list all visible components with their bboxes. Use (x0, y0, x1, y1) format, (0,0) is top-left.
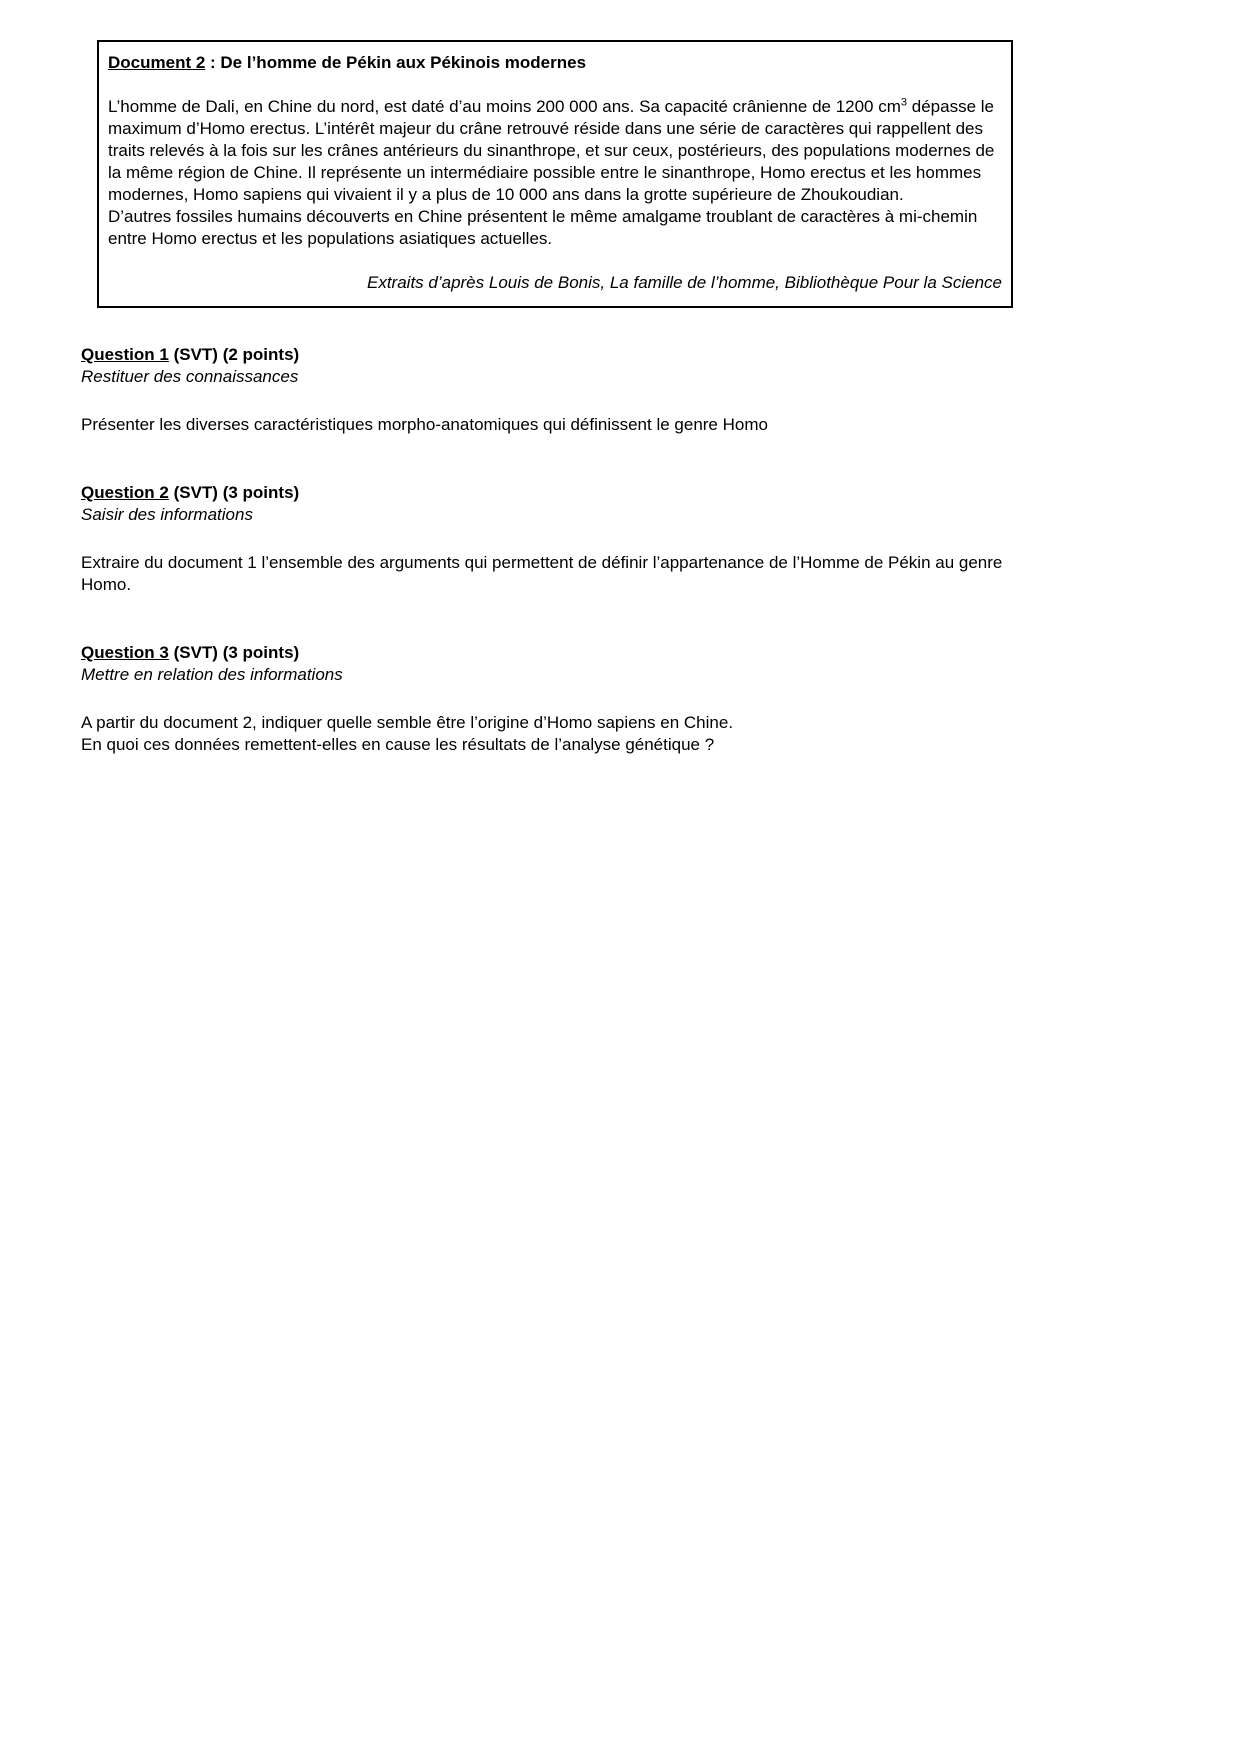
question-1-meta: (SVT) (2 points) (168, 345, 300, 364)
question-2-body (81, 552, 1017, 596)
questions-section (81, 344, 1017, 756)
question-3-block (81, 642, 1017, 756)
question-2-skill: Saisir des informations (81, 505, 253, 524)
question-2-body-line-1: Extraire du document 1 l’ensemble des arguments qui permettent de définir l’appartenance de l’Homme de Pékin au genre Homo. (81, 553, 1003, 594)
question-3-body-line-1: A partir du document 2, indiquer quelle semble être l’origine d’Homo sapiens en Chine. (81, 713, 734, 732)
question-2-meta: (SVT) (3 points) (168, 483, 300, 502)
superscript-3: 3 (900, 96, 908, 109)
question-3-header (81, 642, 1017, 664)
document2-paragraph-1-text-before-sup: L’homme de Dali, en Chine du nord, est daté d’au moins 200 000 ans. Sa capacité crânienne de 1200 cm (108, 97, 901, 116)
question-1-header (81, 344, 1017, 366)
question-1-body (81, 414, 1017, 436)
document2-box (97, 40, 1013, 308)
question-2-header (81, 482, 1017, 504)
question-1-skill: Restituer des connaissances (81, 367, 299, 386)
document2-title (108, 52, 1002, 74)
document2-source-attribution: Extraits d’après Louis de Bonis, La famille de l’homme, Bibliothèque Pour la Science (366, 273, 1002, 292)
document2-title-text: : De l’homme de Pékin aux Pékinois modernes (205, 53, 587, 72)
question-3-skill: Mettre en relation des informations (81, 665, 343, 684)
question-1-block (81, 344, 1017, 436)
question-3-body (81, 712, 1017, 756)
document2-paragraph-1 (108, 96, 1002, 206)
question-3-number: Question 3 (81, 643, 169, 662)
question-3-meta: (SVT) (3 points) (168, 643, 300, 662)
question-1-number: Question 1 (81, 345, 169, 364)
document2-title-label: Document 2 (108, 53, 206, 72)
document2-paragraph-2: D’autres fossiles humains découverts en Chine présentent le même amalgame troublant de caractères à mi-chemin entre Homo erectus et les populations asiatiques actuelles. (108, 207, 978, 248)
question-3-body-line-2: En quoi ces données remettent-elles en cause les résultats de l’analyse génétique ? (81, 735, 715, 754)
question-2-block (81, 482, 1017, 596)
question-1-body-line-1: Présenter les diverses caractéristiques morpho-anatomiques qui définissent le genre Homo (81, 415, 768, 434)
document2-paragraph-1-text-after-sup: dépasse le maximum d’Homo erectus. L’intérêt majeur du crâne retrouvé réside dans une série de caractères qui rappellent des traits relevés à la fois sur les crânes antérieurs du sinanthrope, et sur ceux, postérieurs, des populations modernes de la même région de Chine. Il représente un intermédiaire possible entre le sinanthrope, Homo erectus et les hommes modernes, Homo sapiens qui vivaient il y a plus de 10 000 ans dans la grotte supérieure de Zhoukoudian. (108, 97, 995, 204)
question-2-number: Question 2 (81, 483, 169, 502)
